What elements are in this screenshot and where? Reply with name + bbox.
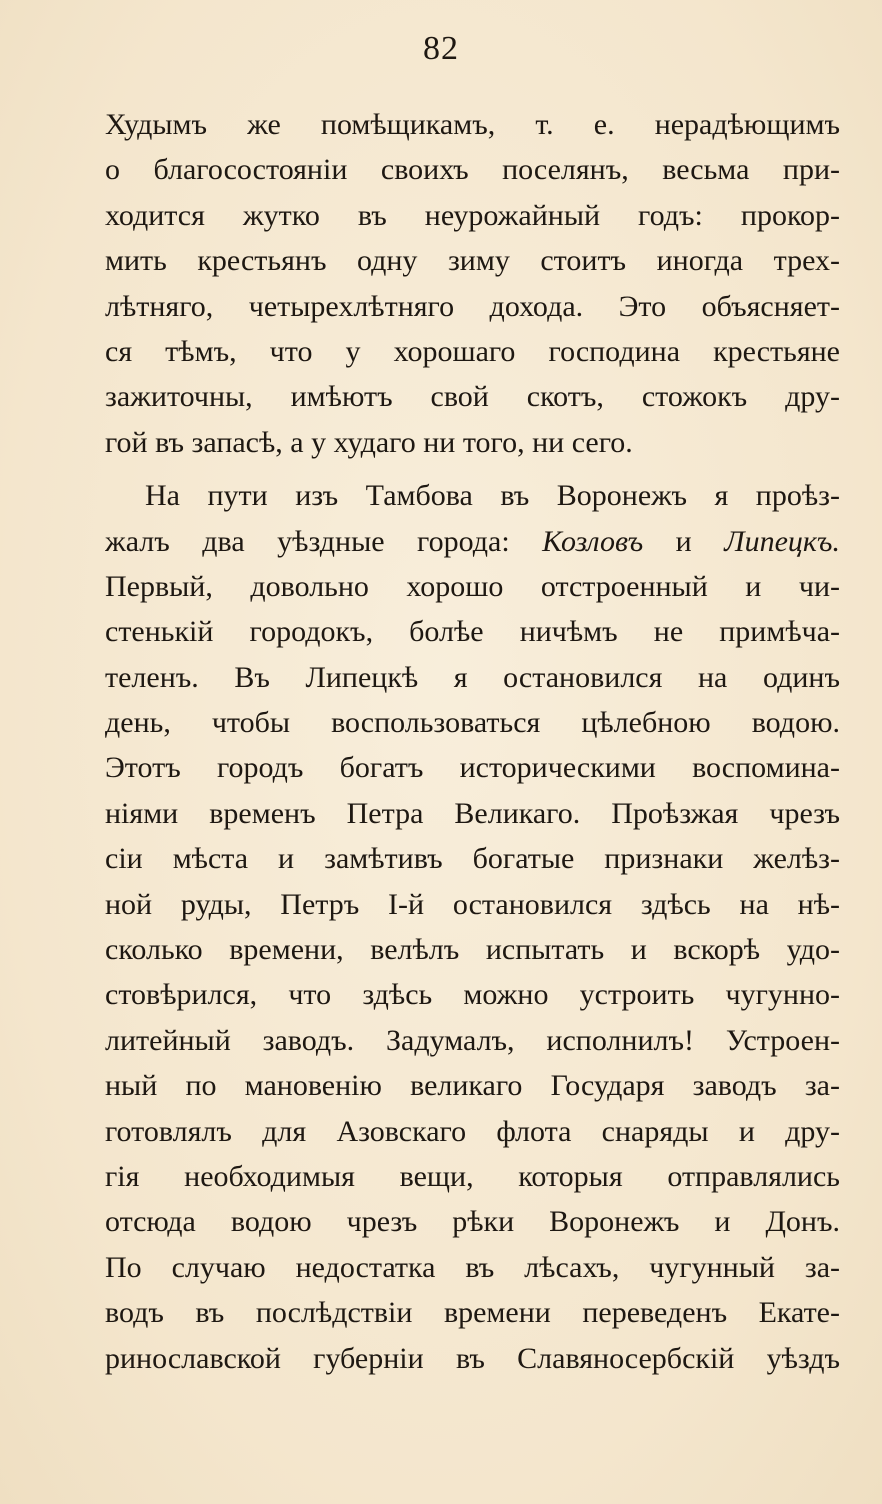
body-text	[105, 102, 840, 1381]
town-name: Козловъ	[542, 524, 644, 558]
text-line: На пути изъ Тамбова въ Воронежъ я проѣз-	[145, 479, 840, 513]
text-line: ся тѣмъ, что у хорошаго господина крестьяне	[105, 334, 840, 368]
text-line: Первый, довольно хорошо отстроенный и чи-	[105, 569, 840, 603]
text-line: стовѣрился, что здѣсь можно устроить чугунно-	[105, 978, 840, 1012]
text-line: мить крестьянъ одну зиму стоитъ иногда трех-	[105, 244, 840, 278]
text-line: ніями временъ Петра Великаго. Проѣзжая чрезъ	[105, 796, 840, 830]
text-line: Этотъ городъ богатъ историческими воспомина-	[105, 751, 840, 785]
text-line: теленъ. Въ Липецкѣ я остановился на одинъ	[105, 660, 840, 694]
text-line: По случаю недостатка въ лѣсахъ, чугунный за-	[105, 1250, 840, 1284]
text-line: ринославской губерніи въ Славяносербскій уѣздъ	[105, 1341, 840, 1375]
text-line: стенькій городокъ, болѣе ничѣмъ не примѣча-	[105, 615, 840, 649]
text-line: сколько времени, велѣлъ испытать и вскорѣ удо-	[105, 933, 840, 967]
text-line: Худымъ же помѣщикамъ, т. е. нерадѣющимъ	[105, 108, 840, 141]
text-line: ной руды, Петръ I-й остановился здѣсь на нѣ-	[105, 887, 840, 921]
page-number: 82	[423, 30, 459, 67]
town-name: Липецкъ.	[724, 524, 840, 558]
text-line: отсюда водою чрезъ рѣки Воронежъ и Донъ.	[105, 1205, 840, 1239]
text-line: день, чтобы воспользоваться цѣлебною водою.	[105, 706, 840, 740]
text-line: водъ въ послѣдствіи времени переведенъ Екате-	[105, 1296, 840, 1330]
text-line: ный по мановенію великаго Государя заводъ за-	[105, 1069, 840, 1103]
text-line: гія необходимыя вещи, которыя отправлялись	[105, 1159, 840, 1193]
text-line: зажиточны, имѣютъ свой скотъ, стожокъ дру-	[105, 380, 840, 414]
text-line: ходится жутко въ неурожайный годъ: прокор-	[105, 198, 840, 232]
text-line: жалъ два уѣздные города: Козловъ и Липецкъ.	[105, 524, 840, 558]
text-line: литейный заводъ. Задумалъ, исполнилъ! Устроен-	[105, 1023, 840, 1057]
text-line: о благосостояніи своихъ поселянъ, весьма при-	[105, 153, 840, 187]
text-line: готовлялъ для Азовскаго флота снаряды и дру-	[105, 1114, 840, 1148]
text-line: сіи мѣста и замѣтивъ богатые признаки желѣз-	[105, 842, 840, 876]
text-line: лѣтняго, четырехлѣтняго дохода. Это объясняет-	[105, 289, 840, 323]
text-line: гой въ запасѣ, а у худаго ни того, ни сего.	[105, 425, 633, 459]
